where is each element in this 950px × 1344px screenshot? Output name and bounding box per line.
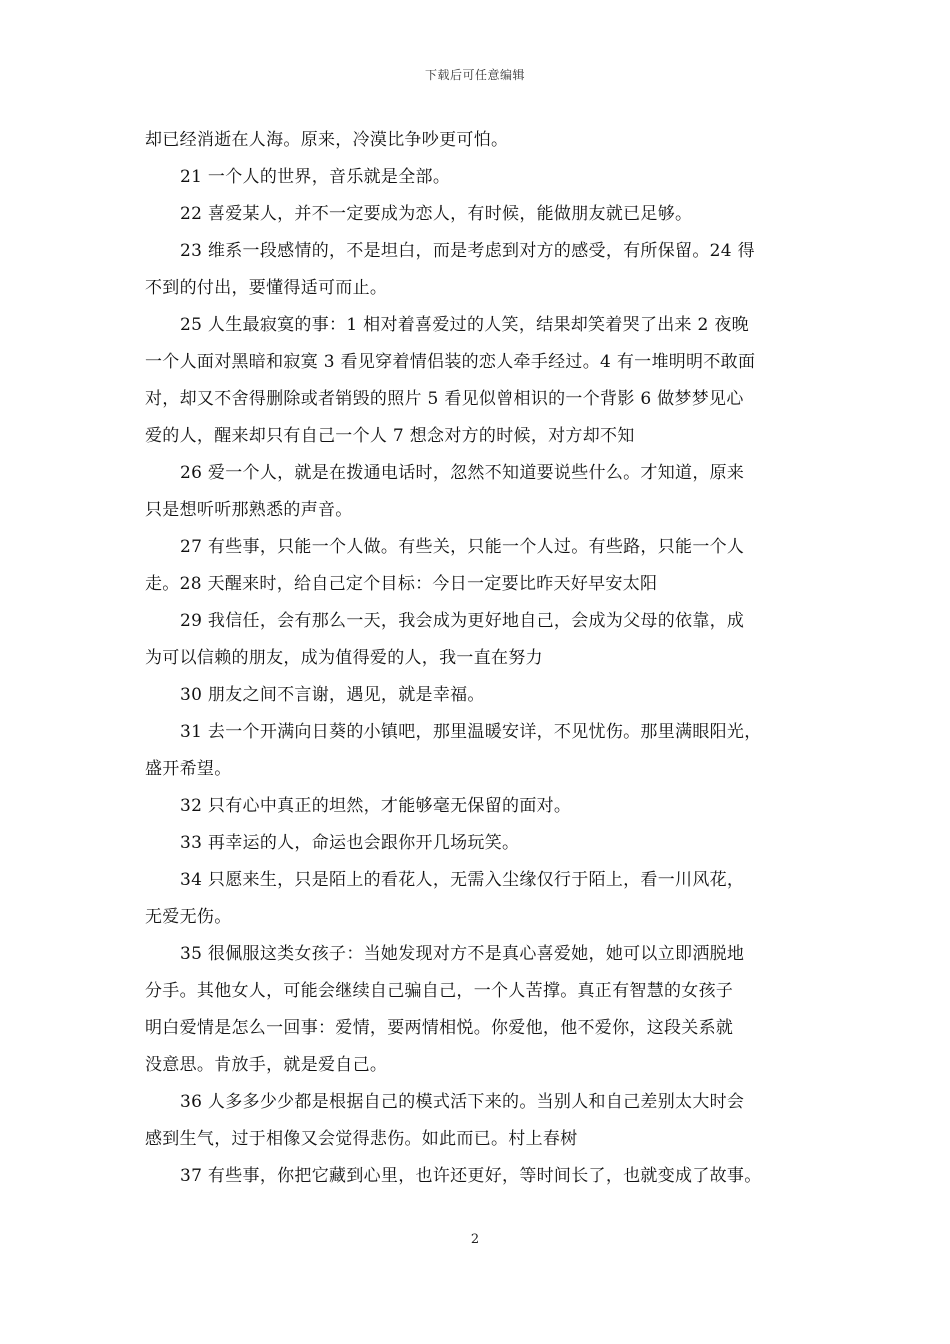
page-header: 下载后可任意编辑	[424, 68, 525, 82]
paragraph-line: 一个人面对黑暗和寂寞 3 看见穿着情侣装的恋人牵手经过。4 有一堆明明不敢面	[145, 352, 756, 372]
paragraph-line: 32 只有心中真正的坦然，才能够毫无保留的面对。	[180, 796, 572, 816]
paragraph-line: 只是想听听那熟悉的声音。	[145, 500, 353, 520]
paragraph-line: 却已经消逝在人海。原来，冷漠比争吵更可怕。	[145, 130, 509, 150]
paragraph-line: 为可以信赖的朋友，成为值得爱的人，我一直在努力	[145, 648, 543, 668]
paragraph-line: 不到的付出，要懂得适可而止。	[145, 278, 388, 298]
paragraph-line: 36 人多多少少都是根据自己的模式活下来的。当别人和自己差别太大时会	[180, 1092, 745, 1112]
paragraph-line: 走。28 天醒来时，给自己定个目标：今日一定要比昨天好早安太阳	[145, 574, 658, 594]
paragraph-line: 无爱无伤。	[145, 907, 232, 927]
paragraph-line: 33 再幸运的人，命运也会跟你开几场玩笑。	[180, 833, 520, 853]
paragraph-line: 27 有些事，只能一个人做。有些关，只能一个人过。有些路，只能一个人	[180, 537, 745, 557]
paragraph-line: 34 只愿来生，只是陌上的看花人，无需入尘缘仅行于陌上，看一川风花，	[180, 870, 745, 890]
paragraph-line: 23 维系一段感情的，不是坦白，而是考虑到对方的感受，有所保留。24 得	[180, 241, 755, 261]
paragraph-line: 31 去一个开满向日葵的小镇吧，那里温暖安详，不见忧伤。那里满眼阳光，	[180, 722, 762, 742]
paragraph-line: 盛开希望。	[145, 759, 232, 779]
paragraph-line: 明白爱情是怎么一回事：爱情，要两情相悦。你爱他，他不爱你，这段关系就	[145, 1018, 734, 1038]
paragraph-line: 37 有些事，你把它藏到心里，也许还更好，等时间长了，也就变成了故事。	[180, 1166, 762, 1186]
paragraph-line: 21 一个人的世界，音乐就是全部。	[180, 167, 451, 187]
paragraph-line: 22 喜爱某人，并不一定要成为恋人，有时候，能做朋友就已足够。	[180, 204, 693, 224]
paragraph-line: 没意思。肯放手，就是爱自己。	[145, 1055, 388, 1075]
paragraph-line: 爱的人，醒来却只有自己一个人 7 想念对方的时候，对方却不知	[145, 426, 635, 446]
paragraph-line: 30 朋友之间不言谢，遇见，就是幸福。	[180, 685, 485, 705]
paragraph-line: 29 我信任，会有那么一天，我会成为更好地自己，会成为父母的依靠，成	[180, 611, 745, 631]
paragraph-line: 35 很佩服这类女孩子：当她发现对方不是真心喜爱她，她可以立即洒脱地	[180, 944, 745, 964]
paragraph-line: 感到生气，过于相像又会觉得悲伤。如此而已。村上春树	[145, 1129, 578, 1149]
paragraph-line: 对，却又不舍得删除或者销毁的照片 5 看见似曾相识的一个背影 6 做梦梦见心	[145, 389, 744, 409]
document-body	[145, 122, 813, 1195]
paragraph-line: 26 爱一个人，就是在拨通电话时，忽然不知道要说些什么。才知道，原来	[180, 463, 745, 483]
paragraph-line: 分手。其他女人，可能会继续自己骗自己，一个人苦撑。真正有智慧的女孩子	[145, 981, 734, 1001]
paragraph-line: 25 人生最寂寞的事：1 相对着喜爱过的人笑，结果却笑着哭了出来 2 夜晚	[180, 315, 749, 335]
page-number: 2	[470, 1232, 480, 1247]
